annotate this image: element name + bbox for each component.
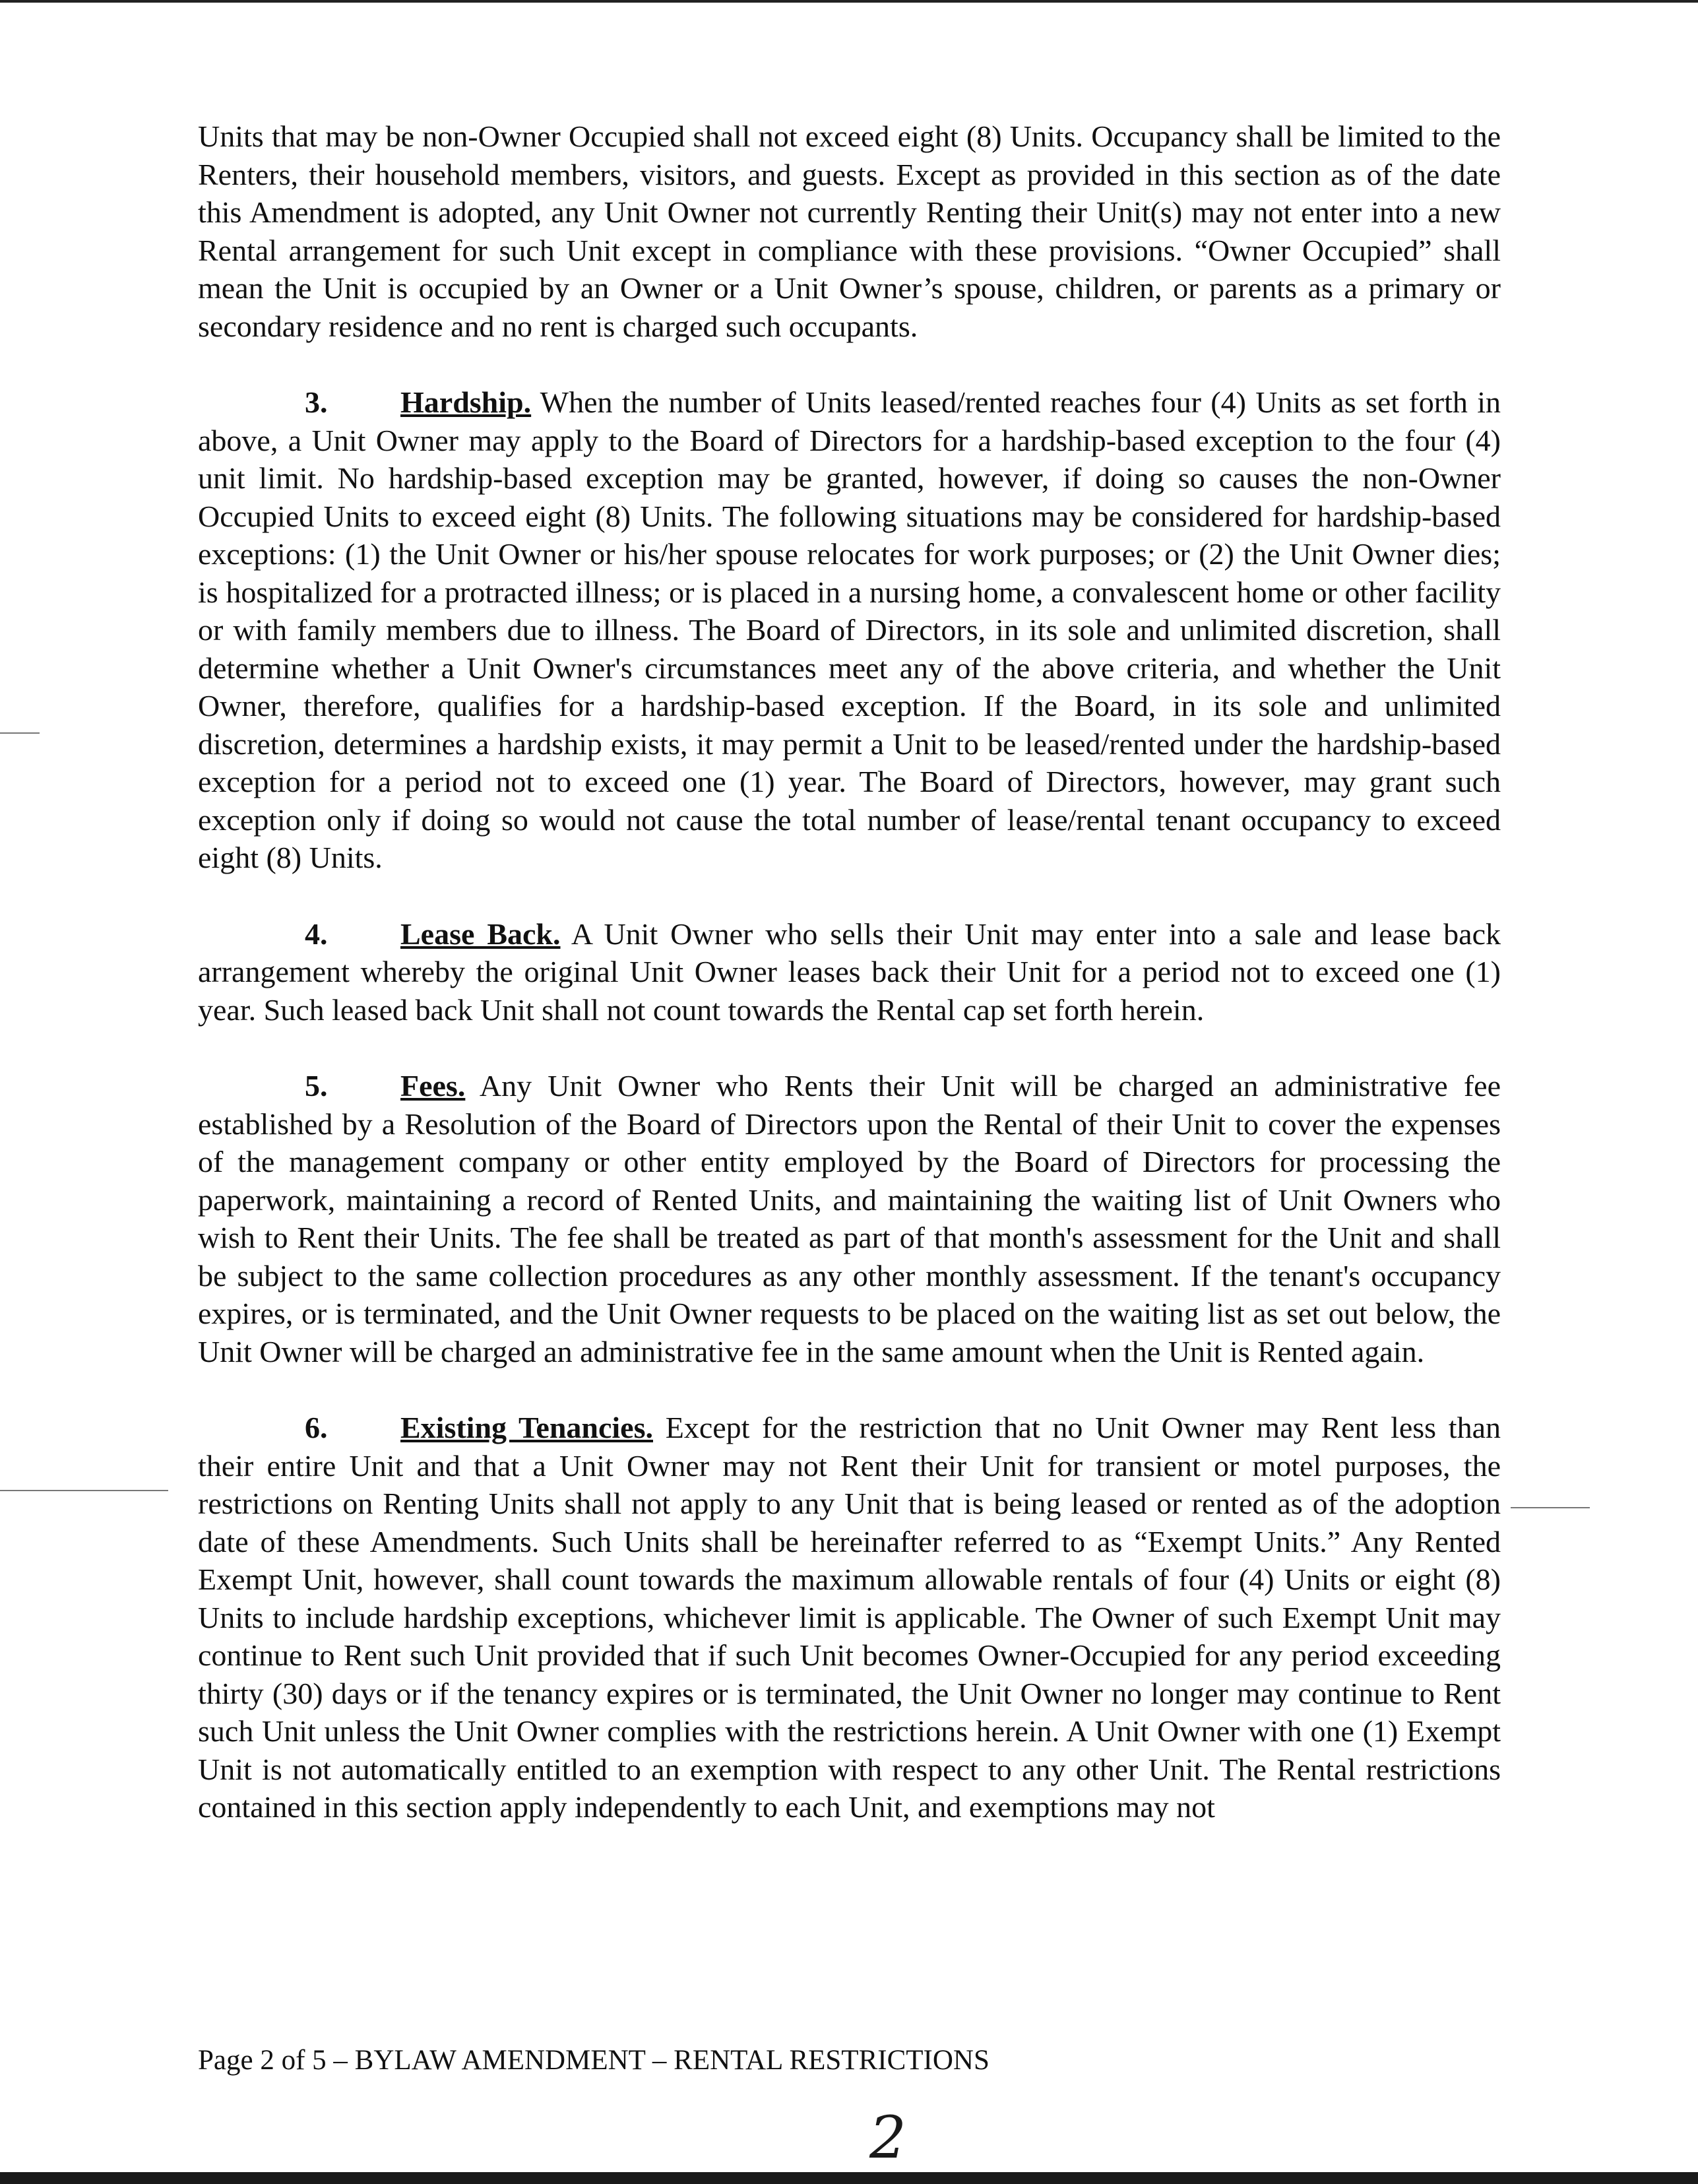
handwritten-page-number: 2 xyxy=(869,2104,906,2171)
scan-edge-bottom xyxy=(0,2172,1698,2184)
page-footer: Page 2 of 5 – BYLAW AMENDMENT – RENTAL RESTRICTIONS xyxy=(198,2045,990,2076)
paragraph-fees xyxy=(198,1067,1501,1370)
scan-mark-left-2 xyxy=(0,1490,168,1491)
section-heading-lease-back: Lease Back. xyxy=(400,916,561,951)
scan-mark-right-1 xyxy=(1511,1507,1590,1508)
section-heading-hardship: Hardship. xyxy=(400,385,532,419)
paragraph-existing-tenancies xyxy=(198,1409,1501,1826)
paragraph-hardship xyxy=(198,383,1501,877)
paragraph-intro-text: Units that may be non-Owner Occupied shall not exceed eight (8) Units. Occupancy shall be limited to the Renters, their household members, visitors, and guests. Except as provided in this section as of the date this Amendment is adopted, any Unit Owner not currently Renting their Unit(s) may not enter into a new Rental arrangement for such Unit except in compliance with these provisions. “Owner Occupied” shall mean the Unit is occupied by an Owner or a Unit Owner’s spouse, children, or parents as a primary or secondary residence and no rent is charged such occupants. xyxy=(198,119,1501,343)
paragraph-hardship-text: When the number of Units leased/rented reaches four (4) Units as set forth in above, a Unit Owner may apply to the Board of Directors for a hardship-based exception to the four (4) unit limit. No hardship-based exception may be granted, however, if doing so causes the non-Owner Occupied Units to exceed eight (8) Units. The following situations may be considered for hardship-based exceptions: (1) the Unit Owner or his/her spouse relocates for work purposes; or (2) the Unit Owner dies; is hospitalized for a protracted illness; or is placed in a nursing home, a convalescent home or other facility or with family members due to illness. The Board of Directors, in its sole and unlimited discretion, shall determine whether a Unit Owner's circumstances meet any of the above criteria, and whether the Unit Owner, therefore, qualifies for a hardship-based exception. If the Board, in its sole and unlimited discretion, determines a hardship exists, it may permit a Unit to be leased/rented under the hardship-based exception for a period not to exceed one (1) year. The Board of Directors, however, may grant such exception only if doing so would not cause the total number of lease/rental tenant occupancy to exceed eight (8) Units. xyxy=(198,385,1501,874)
scan-edge-top xyxy=(0,0,1698,3)
section-heading-fees: Fees. xyxy=(400,1069,466,1103)
scan-mark-left-1 xyxy=(0,732,40,734)
paragraph-intro xyxy=(198,117,1501,345)
document-body xyxy=(198,117,1501,1826)
paragraph-existing-tenancies-text: Except for the restriction that no Unit Owner may Rent less than their entire Unit and that a Unit Owner may not Rent their Unit for transient or motel purposes, the restrictions on Renting Units shall not apply to any Unit that is being leased or rented as of the adoption date of these Amendments. Such Units shall be hereinafter referred to as “Exempt Units.” Any Rented Exempt Unit, however, shall count towards the maximum allowable rentals of four (4) Units or eight (8) Units to include hardship exceptions, whichever limit is applicable. The Owner of such Exempt Unit may continue to Rent such Unit provided that if such Unit becomes Owner-Occupied for any period exceeding thirty (30) days or if the tenancy expires or is terminated, the Unit Owner no longer may continue to Rent such Unit unless the Unit Owner complies with the restrictions herein. A Unit Owner with one (1) Exempt Unit is not automatically entitled to an exemption with respect to any other Unit. The Rental restrictions contained in this section apply independently to each Unit, and exemptions may not xyxy=(198,1411,1501,1824)
paragraph-lease-back xyxy=(198,915,1501,1029)
paragraph-lease-back-text: A Unit Owner who sells their Unit may enter into a sale and lease back arrangement whereby the original Unit Owner leases back their Unit for a period not to exceed one (1) year. Such leased back Unit shall not count towards the Rental cap set forth herein. xyxy=(198,916,1501,1027)
paragraph-fees-text: Any Unit Owner who Rents their Unit will be charged an administrative fee established by a Resolution of the Board of Directors upon the Rental of their Unit to cover the expenses of the management company or other entity employed by the Board of Directors for processing the paperwork, maintaining a record of Rented Units, and maintaining the waiting list of Unit Owners who wish to Rent their Units. The fee shall be treated as part of that month's assessment for the Unit and shall be subject to the same collection procedures as any other monthly assessment. If the tenant's occupancy expires, or is terminated, and the Unit Owner requests to be placed on the waiting list as set out below, the Unit Owner will be charged an administrative fee in the same amount when the Unit is Rented again. xyxy=(198,1069,1501,1368)
section-number: 6. xyxy=(305,1411,328,1444)
section-number: 3. xyxy=(305,385,328,419)
section-heading-existing-tenancies: Existing Tenancies. xyxy=(400,1411,653,1444)
section-number: 5. xyxy=(305,1069,328,1103)
section-number: 4. xyxy=(305,916,328,951)
